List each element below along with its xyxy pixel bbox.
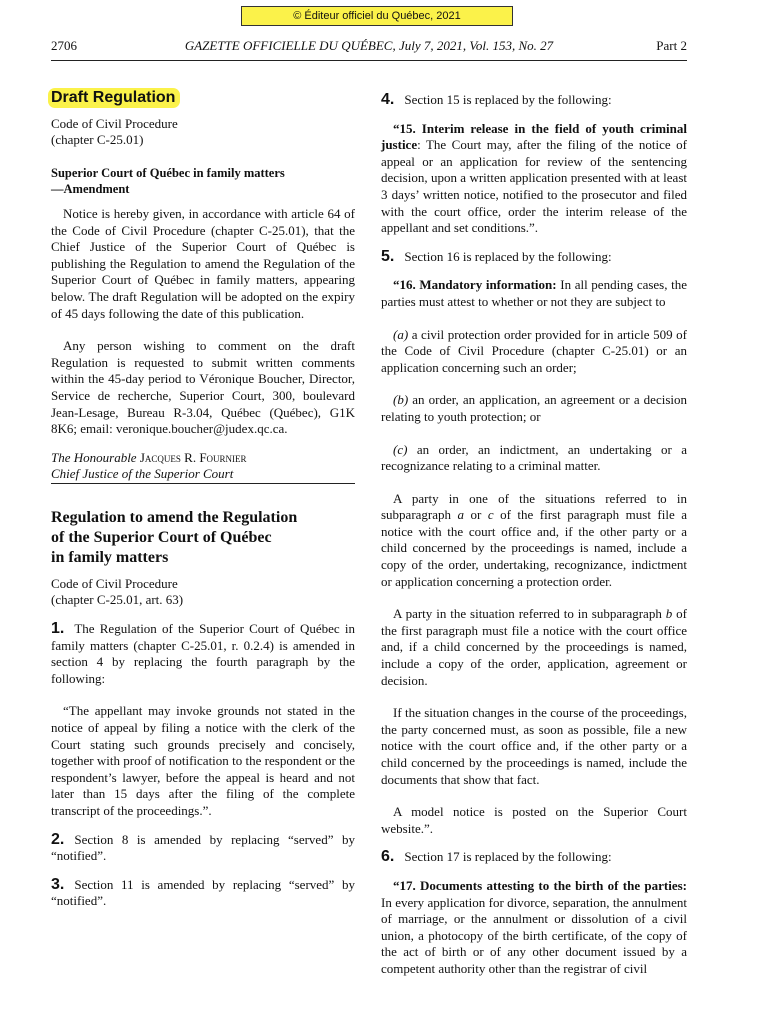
notice-paragraph: Notice is hereby given, in accordance with article 64 of the Code of Civil Procedure (chapter C-25.01), that the Chief Justice of the Superior Court of Québec is publishing the Regulation to amend the Regulation of the Superior Court of Québec in family matters, appearing below. The draft Regulation will be adopted on the expiry of 45 days following the date of this publication. [51,205,355,321]
item-label: (b) [393,392,409,408]
signature-title-text: Chief Justice of the Superior Court [51,466,234,482]
item-text: an order, an indictment, an undertaking or a recognizance relating to a criminal matter. [381,441,687,474]
section-text: The Regulation of the Superior Court of Québec in family matters (chapter C-25.01, r. 0.2.4) is amended in section 4 by replacing the fourth paragraph by the following: [51,621,355,686]
section-number: 6. [381,848,395,866]
copyright-banner: © Éditeur officiel du Québec, 2021 [241,6,513,26]
section-17-heading: “17. Documents attesting to the birth of the parties: [393,877,687,893]
text-run: a [457,507,465,523]
section-number: 2. [51,830,65,848]
item-b [381,392,687,425]
paragraph-situation-change: If the situation changes in the course of the proceedings, the party concerned must, as soon as possible, file a new notice with the court office and, if the other party or a child concerned by the proceedings is named, include the documents that show that fact. [381,705,687,787]
act-name: Code of Civil Procedure [51,115,178,131]
text-run: b [665,606,673,622]
right-column [381,88,687,978]
section-text: Section 17 is replaced by the following: [404,849,612,865]
item-c [381,442,687,475]
text-run: c [487,507,494,523]
comment-paragraph: Any person wishing to comment on the draft Regulation is requested to submit written comments within the 45-day period to Véronique Boucher, Director, Service de recherche, Superior Court, 300, boulevard Jean-Lesage, Bureau R-3.04, Québec (Québec), G1K 8K6; email: veronique.boucher@judex.qc.ca. [51,338,355,437]
page-number: 2706 [51,38,77,53]
section-6 [381,849,687,866]
signature-line [51,450,355,467]
regulation-title-3: in family matters [51,548,169,566]
part-label: Part 2 [656,38,687,53]
section-16-heading: “16. Mandatory information: [393,277,557,293]
section-1-quote: “The appellant may invoke grounds not stated in the notice of appeal by filing a notice with the clerk of the Court stating such grounds precisely and concisely, together with proof of notification to the respondent or the respondent’s lawyer, before the appeal is heard and not later than 15 days after the filing of the complete transcript of the proceedings.”. [51,703,355,818]
section-4 [381,92,687,109]
text-run: A party in one of the situations referred to in subparagraph [381,490,687,523]
section-3 [51,877,355,910]
header-rule [51,60,687,61]
item-a [381,327,687,377]
section-15-text [381,121,687,237]
section-17-body: In every application for divorce, separation, the annulment of marriage, or the annulment or dissolution of a civil union, a photocopy of the birth certificate, of the copy of the act of birth or of any other document issued by a competent authority other than the registrar of civil [381,894,687,976]
text-run: or [464,507,488,523]
section-16-body: In all pending cases, the parties must attest to whether or not they are subject to [381,277,687,309]
text-run: of the first paragraph must file a notice with the court office and, if a child concerned by the proceedings is named, include a copy of the order, application, agreement or decision. [381,606,687,688]
regulation-title-2: of the Superior Court of Québec [51,528,272,546]
text-run: of the first paragraph must file a notice with the court office and, if the other party or a child concerned by the proceedings is named, include a copy of the order, undertaking, recognizance, indictment or application concerning a protection order. [381,507,687,589]
regulation-chapter: (chapter C-25.01, art. 63) [51,592,184,608]
section-text: Section 8 is amended by replacing “served” by “notified”. [51,831,355,864]
section-number: 5. [381,247,395,265]
gazette-title: GAZETTE OFFICIELLE DU QUÉBEC, July 7, 2021, Vol. 153, No. 27 [184,38,554,53]
item-label: (a) [393,326,409,342]
item-text: an order, an application, an agreement or a decision relating to youth protection; or [381,392,687,424]
draft-regulation-label: Draft Regulation [48,88,180,108]
signature-prefix: The Honourable [51,449,137,465]
item-text: a civil protection order provided for in article 509 of the Code of Civil Procedure (chapter C-25.01) or an application concerning such an order; [381,326,687,375]
section-17-text [381,878,687,978]
regulation-act: Code of Civil Procedure [51,575,178,591]
left-column [51,88,355,910]
section-15-body: : The Court may, after the filing of the notice of appeal or an application for review of the sentencing decision, upon a written application presented with at least 3 days’ written notice, notified to the prosecutor and filed with the court office, order the interim release of the appellant and set conditions.”. [381,137,687,236]
section-text: Section 16 is replaced by the following: [404,248,612,264]
section-2 [51,832,355,865]
item-label: (c) [393,441,408,457]
section-text: Section 11 is amended by replacing “served” by “notified”. [51,876,355,909]
section-5 [381,249,687,266]
signature-name: Jacques R. Fournier [139,449,247,465]
act-chapter: (chapter C-25.01) [51,132,144,148]
paragraph-b [381,606,687,689]
signature-title [51,466,355,483]
running-header [51,38,687,56]
subject-line-2: —Amendment [51,182,130,197]
section-15-heading: “15. Interim release in the field of youth criminal justice [381,120,687,153]
text-run: A party in the situation referred to in subparagraph [393,606,666,622]
regulation-title-1: Regulation to amend the Regulation [51,508,298,526]
paragraph-model-notice: A model notice is posted on the Superior Court website.”. [381,804,687,836]
section-text: Section 15 is replaced by the following: [404,92,612,107]
section-1 [51,621,355,687]
section-number: 1. [51,620,65,638]
section-16-text [381,277,687,310]
section-number: 3. [51,875,65,893]
section-number: 4. [381,91,395,108]
paragraph-a-or-c [381,491,687,591]
subject-line-1: Superior Court of Québec in family matters [51,165,285,180]
